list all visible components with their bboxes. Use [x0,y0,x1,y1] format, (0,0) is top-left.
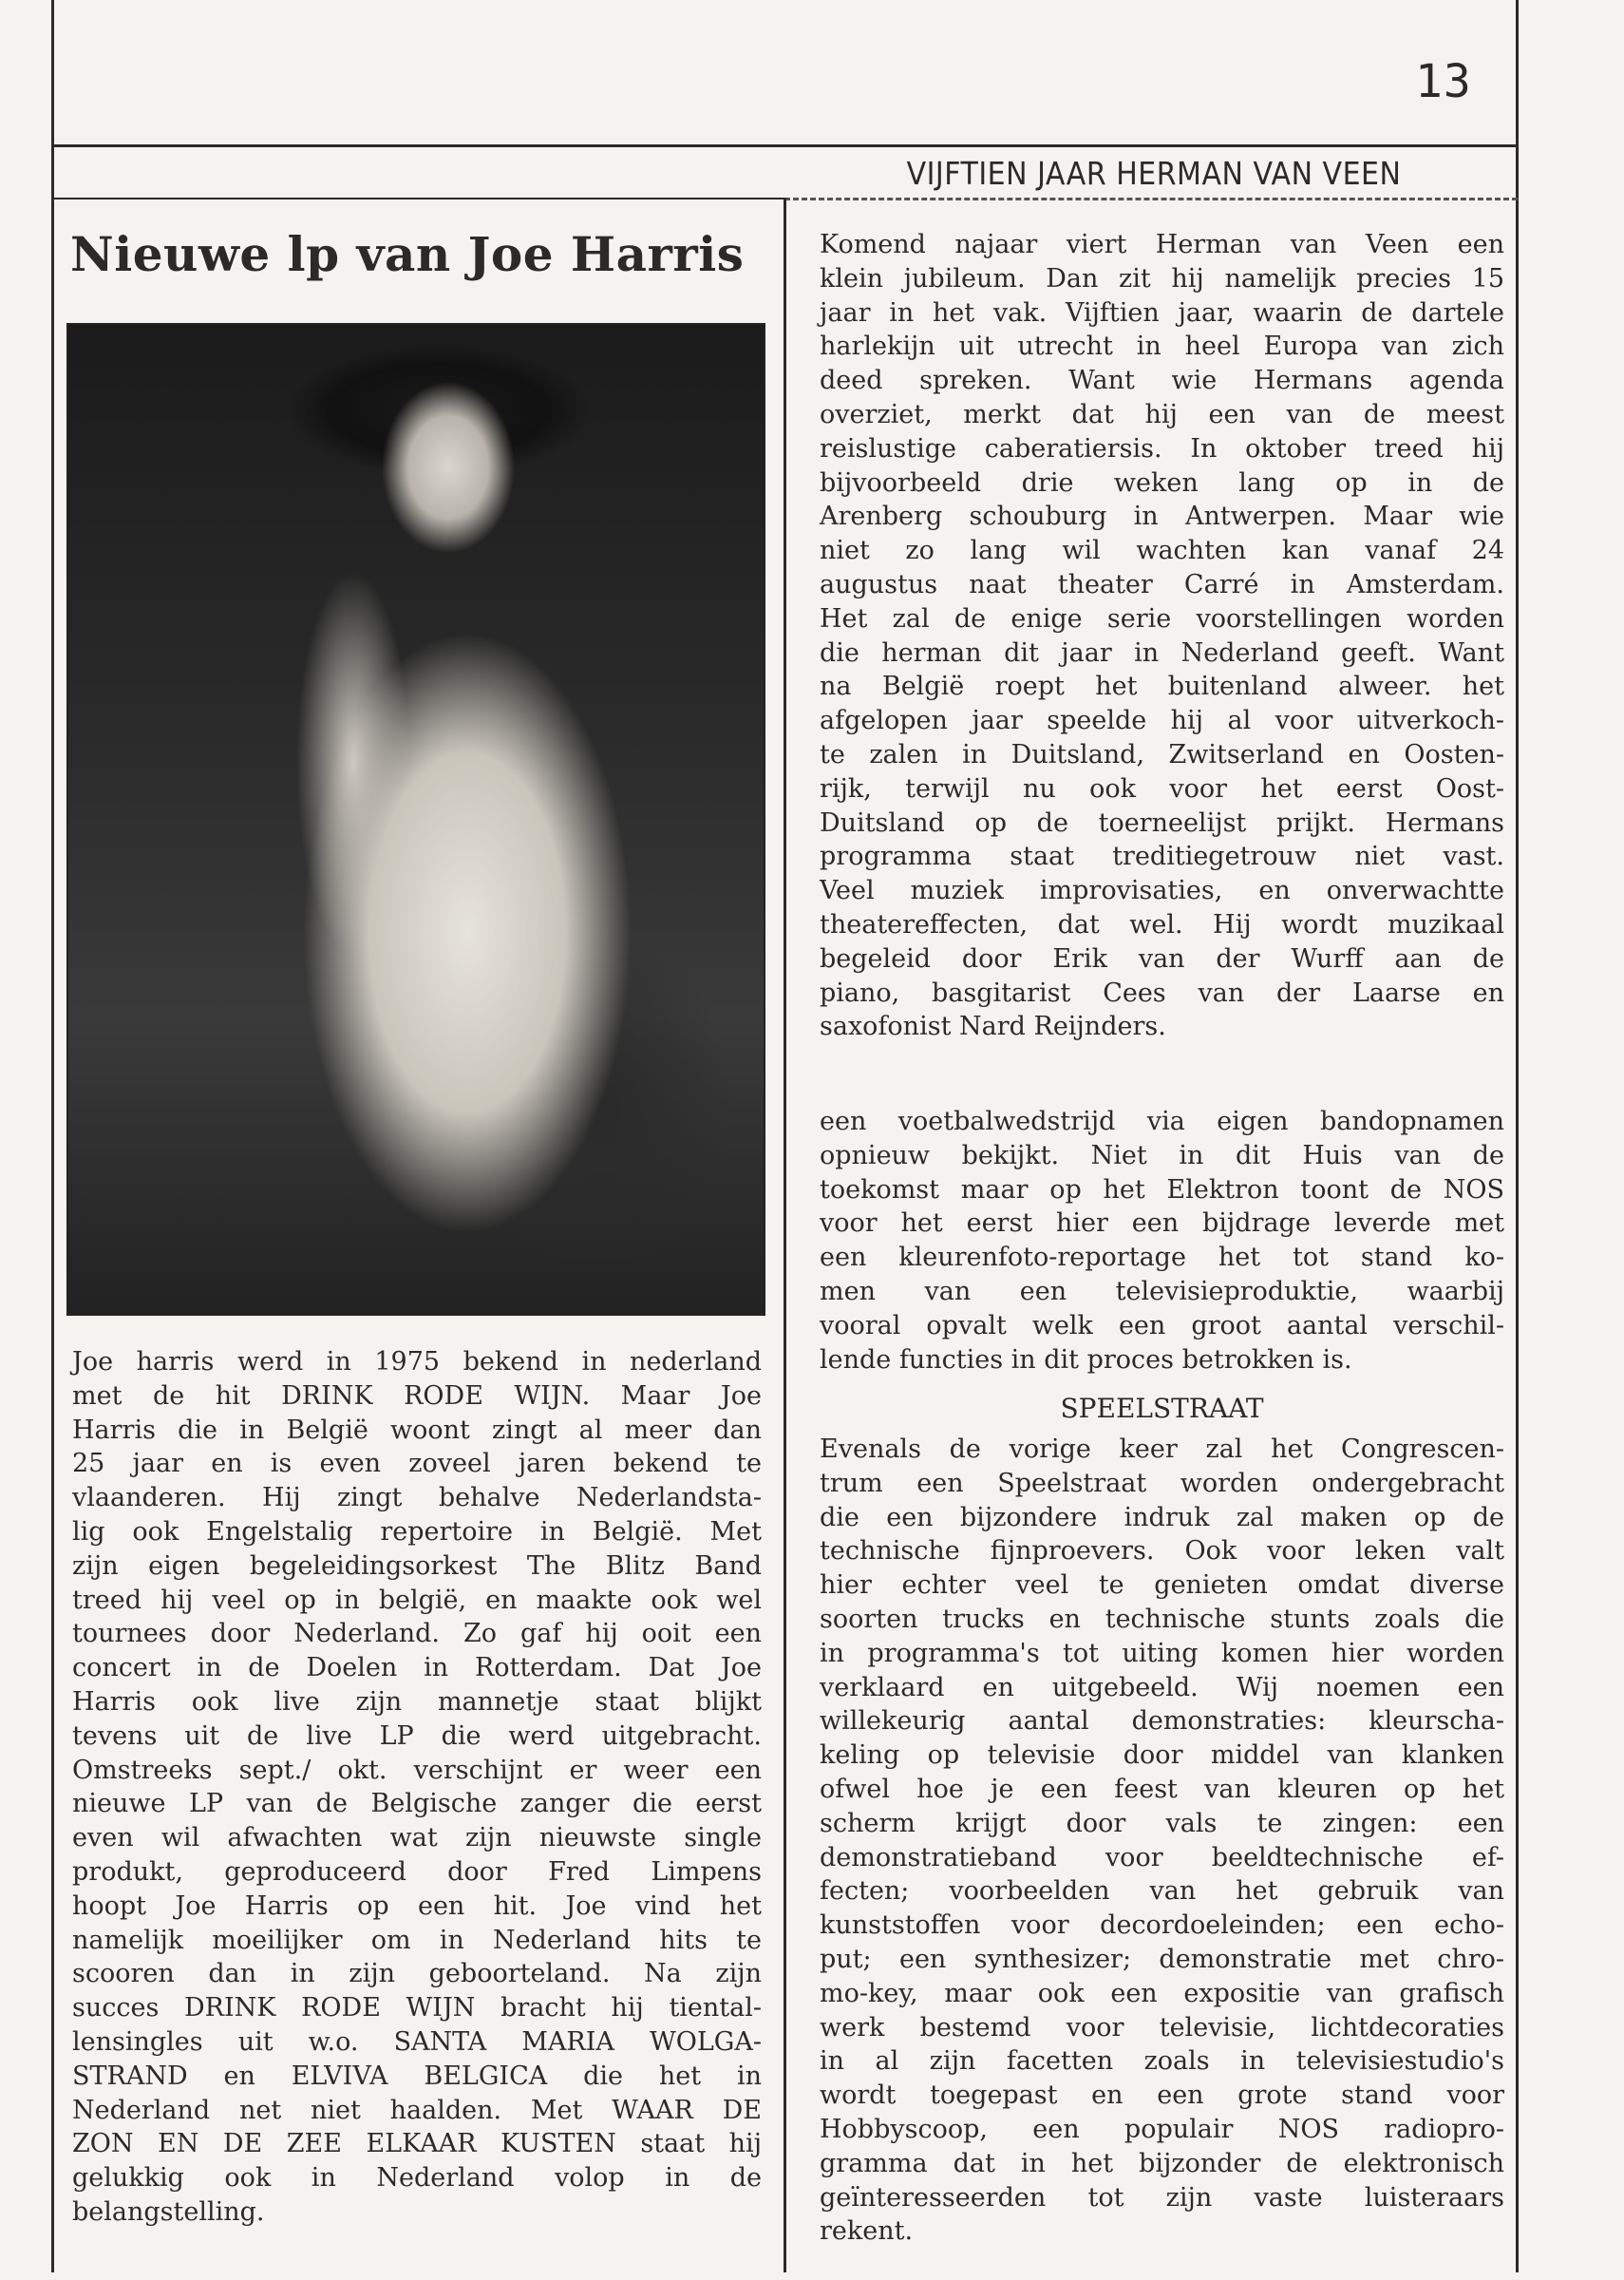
text-line: wordt toegepast en een grote stand voor [820,2080,1504,2111]
text-line: met de hit DRINK RODE WIJN. Maar Joe [72,1380,762,1411]
text-line: rekent. [820,2216,914,2247]
text-line: niet zo lang wil wachten kan vanaf 24 [820,536,1504,566]
text-line: piano, basgitarist Cees van der Laarse en [820,978,1504,1008]
text-line: ofwel hoe je een feest van kleuren op het [820,1774,1504,1804]
text-line: scherm krijgt door vals te zingen: een [820,1808,1504,1838]
text-line: programma staat treditiegetrouw niet vast. [820,842,1504,872]
text-line: verklaard en uitgebeeld. Wij noemen een [820,1672,1504,1702]
text-line: belangstelling. [72,2196,265,2227]
text-line: die een bijzondere indruk zal maken op de [820,1502,1504,1532]
text-line: die herman dit jaar in Nederland geeft. Want [820,637,1504,668]
text-line: Omstreeks sept./ okt. verschijnt er weer een [72,1755,762,1785]
text-line: scooren dan in zijn geboorteland. Na zijn [72,1959,762,1989]
speelstraat-subheading: SPEELSTRAAT [1060,1393,1264,1424]
page-border-right [1516,0,1519,2272]
text-line: namelijk moeilijker om in Nederland hits te [72,1925,762,1955]
right-header-dashed-rule [784,198,1518,200]
text-line: harlekijn uit utrecht in heel Europa van zich [820,332,1504,362]
text-line: STRAND en ELVIVA BELGICA die het in [72,2061,762,2091]
text-line: produkt, geproduceerd door Fred Limpens [72,1856,762,1887]
text-line: mo-key, maar ook een expositie van grafisch [820,1978,1504,2008]
text-line: soorten trucks en technische stunts zoals die [820,1604,1504,1634]
text-line: gelukkig ook in Nederland volop in de [72,2163,762,2194]
text-line: tournees door Nederland. Zo gaf hij ooit een [72,1619,762,1649]
text-line: zijn eigen begeleidingsorkest The Blitz Band [72,1550,762,1581]
text-line: Harris ook live zijn mannetje staat blijkt [72,1686,762,1717]
text-line: werk bestemd voor televisie, lichtdecoraties [820,2012,1504,2042]
text-line: trum een Speelstraat worden ondergebracht [820,1468,1504,1498]
text-line: augustus naat theater Carré in Amsterdam. [820,569,1504,599]
left-box-top-rule [51,198,784,200]
herman-van-veen-article-body [820,228,1504,1044]
text-line: voor het eerst hier een bijdrage leverde met [820,1208,1504,1239]
text-line: Nederland net niet haalden. Met WAAR DE [72,2095,762,2125]
joe-harris-article-body [72,1345,762,2230]
text-line: klein jubileum. Dan zit hij namelijk precies 15 [820,263,1504,294]
text-line: demonstratieband voor beeldtechnische ef- [820,1842,1504,1872]
text-line: opnieuw bekijkt. Niet in dit Huis van de [820,1140,1504,1170]
text-line: vlaanderen. Hij zingt behalve Nederlandsta- [72,1483,762,1513]
text-line: Evenals de vorige keer zal het Congrescen- [820,1434,1504,1464]
text-line: rijk, terwijl nu ook voor het eerst Oost- [820,773,1504,804]
text-line: saxofonist Nard Reijnders. [820,1012,1166,1042]
elektron-article-body [820,1105,1504,1377]
text-line: begeleid door Erik van der Wurff aan de [820,943,1504,974]
speelstraat-article-body [820,1433,1504,2249]
text-line: 25 jaar en is even zoveel jaren bekend te [72,1449,762,1479]
text-line: in programma's tot uiting komen hier worden [820,1638,1504,1668]
article-header-herman-van-veen: VIJFTIEN JAAR HERMAN VAN VEEN [906,156,1402,193]
text-line: na België roept het buitenland alweer. het [820,672,1504,702]
text-line: bijvoorbeeld drie weken lang op in de [820,467,1504,498]
text-line: nieuwe LP van de Belgische zanger die eerst [72,1789,762,1819]
text-line: tevens uit de live LP die werd uitgebracht. [72,1720,762,1751]
text-line: willekeurig aantal demonstraties: kleurscha- [820,1706,1504,1737]
text-line: geïnteresseerden tot zijn vaste luisteraars [820,2182,1504,2213]
text-line: kunststoffen voor decordoeleinden; een echo- [820,1910,1504,1941]
text-line: put; een synthesizer; demonstratie met chro- [820,1944,1504,1974]
text-line: succes DRINK RODE WIJN bracht hij tiental- [72,1993,762,2024]
text-line: keling op televisie door middel van klanken [820,1740,1504,1771]
text-line: concert in de Doelen in Rotterdam. Dat Joe [72,1653,762,1683]
text-line: Harris die in België woont zingt al meer dan [72,1415,762,1445]
text-line: in al zijn facetten zoals in televisiestudio's [820,2046,1504,2077]
article-title-joe-harris: Nieuwe lp van Joe Harris [70,226,745,282]
text-line: een voetbalwedstrijd via eigen bandopnamen [820,1107,1504,1136]
text-line: Komend najaar viert Herman van Veen een [820,230,1504,259]
text-line: lende functies in dit proces betrokken is. [820,1344,1352,1375]
text-line: men van een televisieproduktie, waarbij [820,1276,1504,1306]
text-line: lensingles uit w.o. SANTA MARIA WOLGA- [72,2026,762,2057]
text-line: vooral opvalt welk een groot aantal verschil- [820,1310,1504,1340]
text-line: overziet, merkt dat hij een van de meest [820,399,1504,429]
text-line: fecten; voorbeelden van het gebruik van [820,1876,1504,1907]
text-line: ZON EN DE ZEE ELKAAR KUSTEN staat hij [72,2129,762,2159]
text-line: gramma dat in het bijzonder de elektronisch [820,2148,1504,2178]
text-line: theatereffecten, dat wel. Hij wordt muzikaal [820,909,1504,940]
text-line: hier echter veel te genieten omdat diverse [820,1570,1504,1601]
text-line: even wil afwachten wat zijn nieuwste single [72,1823,762,1853]
text-line: te zalen in Duitsland, Zwitserland en Oosten- [820,739,1504,770]
joe-harris-photo [66,323,765,1316]
text-line: jaar in het vak. Vijftien jaar, waarin de dartele [820,297,1504,328]
text-line: hoopt Joe Harris op een hit. Joe vind het [72,1890,762,1921]
text-line: Hobbyscoop, een populair NOS radiopro- [820,2114,1504,2144]
text-line: treed hij veel op in belgië, en maakte ook wel [72,1585,762,1615]
text-line: lig ook Engelstalig repertoire in België. Met [72,1516,762,1547]
text-line: een kleurenfoto-reportage het tot stand ko- [820,1243,1504,1273]
page-number: 13 [1415,55,1472,108]
text-line: Joe harris werd in 1975 bekend in nederland [72,1347,762,1377]
text-line: Veel muziek improvisaties, en onverwachtte [820,876,1504,906]
header-rule [51,144,1519,147]
text-line: afgelopen jaar speelde hij al voor uitverkoch- [820,706,1504,736]
text-line: reislustige caberatiersis. In oktober treed hij [820,433,1504,464]
text-line: Duitsland op de toerneelijst prijkt. Hermans [820,808,1504,838]
text-line: deed spreken. Want wie Hermans agenda [820,366,1504,396]
text-line: technische fijnproevers. Ook voor leken valt [820,1536,1504,1567]
column-divider [784,198,786,2272]
text-line: Arenberg schouburg in Antwerpen. Maar wie [820,502,1504,532]
text-line: toekomst maar op het Elektron toont de NOS [820,1174,1504,1205]
page-border-left [51,0,54,2272]
text-line: Het zal de enige serie voorstellingen worden [820,603,1504,634]
